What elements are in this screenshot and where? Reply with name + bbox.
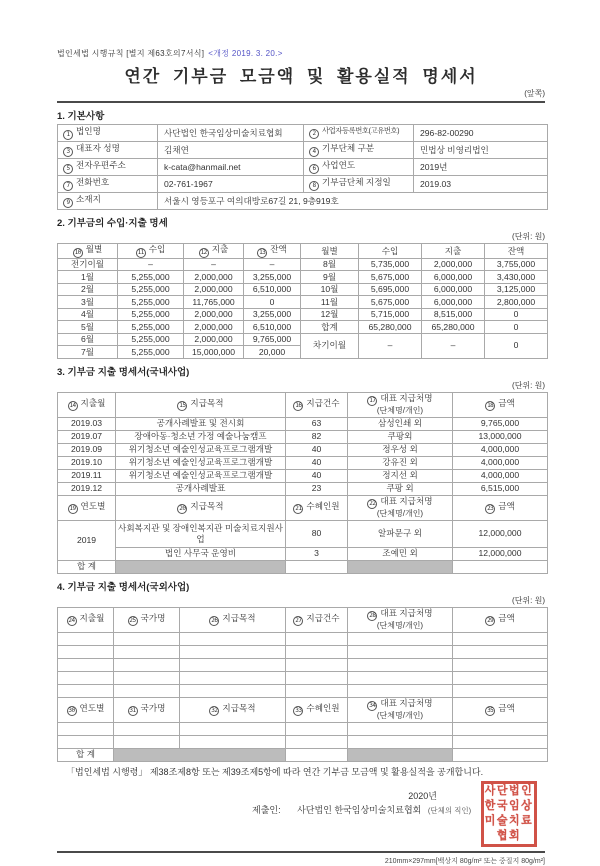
table-row	[58, 176, 548, 193]
cell: 10월	[301, 283, 359, 296]
cell: 11,765,000	[184, 296, 244, 309]
table-row	[58, 547, 548, 560]
empty-cell	[58, 658, 114, 671]
circled-number: 13	[259, 248, 266, 256]
col-header: 31 국가명	[114, 697, 180, 722]
field-value: 민법상 비영리법인	[414, 142, 548, 159]
circled-number: 11	[137, 248, 144, 256]
field-label: 3 대표자 성명	[58, 142, 158, 159]
cell: 위기청소년 예술인성교육프로그램개발	[116, 469, 286, 482]
field-label: 7 전화번호	[58, 176, 158, 193]
cell: 6,000,000	[422, 283, 485, 296]
submitter-label: 제출인:	[252, 805, 281, 816]
table-row	[58, 321, 548, 334]
cell: 5,255,000	[118, 308, 184, 321]
empty-row	[58, 658, 548, 671]
field-label: 9 소재지	[58, 193, 158, 210]
circled-number: 19	[69, 505, 76, 513]
paper-spec-note: 210mm×297mm[백상지 80g/m² 또는 중질지 80g/m²]	[384, 858, 545, 866]
empty-row	[58, 645, 548, 658]
circled-number: 4	[309, 147, 319, 157]
signature-block	[57, 781, 545, 845]
circled-number: 22	[369, 500, 376, 508]
cell: 2019.09	[58, 443, 116, 456]
circled-number: 14	[69, 402, 76, 410]
shaded-cell	[114, 748, 286, 761]
col-header: 수입	[359, 244, 422, 259]
col-header: 26 지급목적	[180, 607, 286, 632]
col-header: 월별	[301, 244, 359, 259]
empty-cell	[58, 645, 114, 658]
table-row	[58, 193, 548, 210]
col-header: 13 잔액	[244, 244, 301, 259]
cell: 3	[286, 547, 348, 560]
cell: 6,000,000	[422, 271, 485, 284]
cell: 3,430,000	[485, 271, 548, 284]
page-side-label: (앞쪽)	[524, 89, 545, 98]
empty-row	[58, 684, 548, 697]
cell: 강유진 외	[348, 456, 453, 469]
table-row	[58, 417, 548, 430]
cell: 2,000,000	[184, 271, 244, 284]
cell: 80	[286, 520, 348, 547]
table-row	[58, 443, 548, 456]
cell: 정우성 외	[348, 443, 453, 456]
overseas-expense-table	[57, 607, 548, 762]
empty-cell	[348, 658, 453, 671]
cell	[453, 748, 548, 761]
empty-cell	[286, 632, 348, 645]
col-header: 23 금액	[453, 495, 548, 520]
empty-cell	[114, 722, 180, 735]
cell: 6,515,000	[453, 482, 548, 495]
col-header: 19 연도별	[58, 495, 116, 520]
cell: 63	[286, 417, 348, 430]
col-header: 33 수혜인원	[286, 697, 348, 722]
empty-cell	[348, 684, 453, 697]
circled-number: 7	[63, 181, 73, 191]
table-row	[58, 430, 548, 443]
table-row	[58, 296, 548, 309]
table-row	[58, 159, 548, 176]
header-row	[58, 244, 548, 259]
cell: 알파문구 외	[348, 520, 453, 547]
header-row	[58, 697, 548, 722]
circled-number: 24	[68, 617, 75, 625]
cell: 13,000,000	[453, 430, 548, 443]
seal-text: 협회	[496, 830, 522, 843]
cell: 5,255,000	[118, 333, 184, 346]
cell: 65,280,000	[422, 321, 485, 334]
cell: 위기청소년 예술인성교육프로그램개발	[116, 443, 286, 456]
table-row	[58, 333, 548, 346]
cell: 5,675,000	[359, 296, 422, 309]
section2-heading: 2. 기부금의 수입·지출 명세	[57, 218, 168, 229]
unit-note: (단위: 원)	[512, 232, 545, 241]
col-header: 28 대표 지급처명 (단체명/개인)	[348, 607, 453, 632]
submission-year: 2020년	[408, 791, 437, 802]
cell: 0	[485, 321, 548, 334]
cell: 40	[286, 443, 348, 456]
table-row	[58, 482, 548, 495]
empty-cell	[180, 632, 286, 645]
cell: 12월	[301, 308, 359, 321]
col-header: 25 국가명	[114, 607, 180, 632]
empty-cell	[180, 671, 286, 684]
circled-number: 10	[74, 248, 81, 256]
circled-number: 34	[369, 702, 376, 710]
cell: 차기이월	[301, 333, 359, 358]
cell: 2,000,000	[422, 258, 485, 271]
cell: 6,510,000	[244, 283, 301, 296]
table-row	[58, 456, 548, 469]
cell: 2,000,000	[184, 283, 244, 296]
field-value: 2019.03	[414, 176, 548, 193]
cell: 법인 사무국 운영비	[116, 547, 286, 560]
empty-cell	[453, 671, 548, 684]
cell: 2019.03	[58, 417, 116, 430]
circled-number: 31	[129, 707, 136, 715]
cell: 12,000,000	[453, 520, 548, 547]
empty-cell	[348, 632, 453, 645]
cell: 5,255,000	[118, 283, 184, 296]
col-header: 17 대표 지급처명 (단체명/개인)	[348, 392, 453, 417]
empty-cell	[114, 645, 180, 658]
cell: 12,000,000	[453, 547, 548, 560]
submitter-line	[252, 803, 471, 816]
circled-number: 27	[295, 617, 302, 625]
col-header: 16 지급건수	[286, 392, 348, 417]
empty-cell	[180, 684, 286, 697]
empty-cell	[348, 735, 453, 748]
section4-heading: 4. 기부금 지출 명세서(국외사업)	[57, 581, 190, 593]
table-row	[58, 469, 548, 482]
cell: 2월	[58, 283, 118, 296]
cell: 40	[286, 456, 348, 469]
field-value: 사단법인 한국임상미술치료협회	[158, 125, 304, 142]
empty-cell	[114, 671, 180, 684]
cell: 5,255,000	[118, 321, 184, 334]
cell: 3,755,000	[485, 258, 548, 271]
cell: 1월	[58, 271, 118, 284]
empty-cell	[453, 735, 548, 748]
empty-cell	[180, 645, 286, 658]
cell: 9,765,000	[453, 417, 548, 430]
cell: 정지선 외	[348, 469, 453, 482]
cell: 합계	[301, 321, 359, 334]
cell: 20,000	[244, 346, 301, 359]
circled-number: 23	[487, 505, 494, 513]
cell: 9,765,000	[244, 333, 301, 346]
empty-cell	[453, 645, 548, 658]
cell: 위기청소년 예술인성교육프로그램개발	[116, 456, 286, 469]
cell: 3,255,000	[244, 308, 301, 321]
cell: 9월	[301, 271, 359, 284]
circled-number: 18	[487, 402, 494, 410]
cell: –	[184, 258, 244, 271]
cell: 4,000,000	[453, 456, 548, 469]
circled-number: 21	[295, 505, 302, 513]
cell: 2019.07	[58, 430, 116, 443]
total-row	[58, 560, 548, 573]
cell: 2019.12	[58, 482, 116, 495]
cell: 3,125,000	[485, 283, 548, 296]
empty-cell	[286, 735, 348, 748]
header-row	[58, 392, 548, 417]
cell: 2019.10	[58, 456, 116, 469]
form-reference-text: 법인세법 시행규칙 [별지 제63호의7서식]	[57, 49, 205, 58]
empty-cell	[286, 658, 348, 671]
empty-row	[58, 671, 548, 684]
cell: 쿠팡외	[348, 430, 453, 443]
cell: 조예민 외	[348, 547, 453, 560]
revision-note: <개정 2019. 3. 20.>	[208, 49, 283, 58]
cell: 장애아동·청소년 가정 예술나눔캠프	[116, 430, 286, 443]
total-label: 합 계	[58, 560, 116, 573]
cell: 전기이월	[58, 258, 118, 271]
circled-number: 35	[487, 707, 494, 715]
field-value: 02-761-1967	[158, 176, 304, 193]
cell: 82	[286, 430, 348, 443]
circled-number: 12	[200, 248, 207, 256]
page-title: 연간 기부금 모금액 및 활용실적 명세서	[124, 67, 478, 86]
circled-number: 9	[63, 198, 73, 208]
seal-text: 사단법인	[484, 785, 534, 798]
circled-number: 15	[179, 402, 186, 410]
basic-info-table	[57, 124, 548, 210]
cell: 23	[286, 482, 348, 495]
circled-number: 6	[309, 164, 319, 174]
table-row	[58, 258, 548, 271]
seal-text: 미술치료	[484, 815, 534, 828]
col-header: 32 지급목적	[180, 697, 286, 722]
circled-number: 2	[309, 129, 319, 139]
circled-number: 8	[309, 181, 319, 191]
empty-cell	[58, 671, 114, 684]
empty-cell	[114, 658, 180, 671]
cell: 2019	[58, 520, 116, 560]
col-header: 22 대표 지급처명 (단체명/개인)	[348, 495, 453, 520]
submitter-suffix: (단체의 직인)	[427, 806, 472, 816]
header-row	[58, 495, 548, 520]
field-label: 6 사업연도	[304, 159, 414, 176]
col-header: 35 금액	[453, 697, 548, 722]
cell: 40	[286, 469, 348, 482]
circled-number: 3	[63, 147, 73, 157]
total-label: 합 계	[58, 748, 114, 761]
col-header: 27 지급건수	[286, 607, 348, 632]
cell: 0	[244, 296, 301, 309]
circled-number: 1	[63, 130, 73, 140]
cell: 5,255,000	[118, 296, 184, 309]
field-label: 4 기부단체 구분	[304, 142, 414, 159]
field-value: 서울시 영등포구 여의대방로67길 21, 9층919호	[158, 193, 548, 210]
declaration-text: 「법인세법 시행령」 제38조제8항 또는 제39조제5항에 따라 연간 기부금 모금액 및 활용실적을 공개합니다.	[66, 766, 484, 777]
circled-number: 29	[487, 617, 494, 625]
cell	[453, 560, 548, 573]
col-header: 20 지급목적	[116, 495, 286, 520]
form-reference	[57, 48, 545, 59]
col-header: 30 연도별	[58, 697, 114, 722]
cell: –	[244, 258, 301, 271]
cell: 6,000,000	[422, 296, 485, 309]
cell: 5,715,000	[359, 308, 422, 321]
cell: 6,510,000	[244, 321, 301, 334]
empty-cell	[286, 722, 348, 735]
circled-number: 17	[369, 397, 376, 405]
donation-income-expense-table	[57, 243, 548, 359]
circled-number: 30	[68, 707, 75, 715]
cell: –	[422, 333, 485, 358]
col-header: 지출	[422, 244, 485, 259]
bottom-divider	[57, 851, 545, 853]
cell: 3월	[58, 296, 118, 309]
empty-cell	[453, 632, 548, 645]
cell: 4,000,000	[453, 469, 548, 482]
empty-cell	[58, 632, 114, 645]
circled-number: 20	[179, 505, 186, 513]
cell: 0	[485, 308, 548, 321]
cell: 0	[485, 333, 548, 358]
empty-row	[58, 722, 548, 735]
header-row	[58, 607, 548, 632]
cell: 2,000,000	[184, 333, 244, 346]
col-header: 10 월별	[58, 244, 118, 259]
cell: 쿠팡 외	[348, 482, 453, 495]
cell: 11월	[301, 296, 359, 309]
empty-cell	[286, 684, 348, 697]
circled-number: 26	[211, 617, 218, 625]
empty-cell	[114, 632, 180, 645]
cell: 4,000,000	[453, 443, 548, 456]
cell: 5,695,000	[359, 283, 422, 296]
col-header: 14 지출월	[58, 392, 116, 417]
field-value: 김채연	[158, 142, 304, 159]
cell: 2019.11	[58, 469, 116, 482]
field-label: 8 기부금단체 지정일	[304, 176, 414, 193]
cell: 15,000,000	[184, 346, 244, 359]
cell	[286, 560, 348, 573]
shaded-cell	[348, 560, 453, 573]
cell: 6월	[58, 333, 118, 346]
empty-cell	[286, 645, 348, 658]
empty-cell	[180, 722, 286, 735]
circled-number: 25	[129, 617, 136, 625]
table-row	[58, 283, 548, 296]
col-header: 29 금액	[453, 607, 548, 632]
cell: 삼성인쇄 외	[348, 417, 453, 430]
cell	[286, 748, 348, 761]
field-label: 2 사업자등록번호(고유번호)	[304, 125, 414, 142]
cell: 2,800,000	[485, 296, 548, 309]
cell: 65,280,000	[359, 321, 422, 334]
empty-cell	[286, 671, 348, 684]
field-label: 5 전자우편주소	[58, 159, 158, 176]
empty-cell	[114, 735, 180, 748]
circled-number: 32	[211, 707, 218, 715]
cell: 5,675,000	[359, 271, 422, 284]
cell: 4월	[58, 308, 118, 321]
col-header: 18 금액	[453, 392, 548, 417]
organization-seal	[481, 781, 537, 847]
cell: 5,255,000	[118, 271, 184, 284]
table-row	[58, 308, 548, 321]
cell: 8월	[301, 258, 359, 271]
shaded-cell	[116, 560, 286, 573]
col-header: 11 수입	[118, 244, 184, 259]
col-header: 21 수혜인원	[286, 495, 348, 520]
empty-cell	[58, 684, 114, 697]
section3-heading: 3. 기부금 지출 명세서(국내사업)	[57, 366, 190, 378]
table-row	[58, 125, 548, 142]
cell: 5,255,000	[118, 346, 184, 359]
empty-cell	[348, 722, 453, 735]
cell: 공개사례발표 및 전시회	[116, 417, 286, 430]
unit-note: (단위: 원)	[512, 380, 545, 390]
empty-cell	[453, 684, 548, 697]
empty-cell	[58, 735, 114, 748]
section1-heading: 1. 기본사항	[57, 111, 105, 122]
total-row	[58, 748, 548, 761]
field-value: 296-82-00290	[414, 125, 548, 142]
empty-cell	[180, 735, 286, 748]
col-header: 34 대표 지급처명 (단체명/개인)	[348, 697, 453, 722]
empty-cell	[348, 645, 453, 658]
circled-number: 28	[369, 612, 376, 620]
empty-cell	[453, 722, 548, 735]
cell: 2,000,000	[184, 321, 244, 334]
table-row	[58, 271, 548, 284]
empty-cell	[348, 671, 453, 684]
cell: 7월	[58, 346, 118, 359]
cell: 2,000,000	[184, 308, 244, 321]
circled-number: 5	[63, 164, 73, 174]
title-divider	[57, 101, 545, 103]
table-row	[58, 520, 548, 547]
cell: 3,255,000	[244, 271, 301, 284]
field-label: 1 법인명	[58, 125, 158, 142]
submitter-name: 사단법인 한국임상미술치료협회	[297, 805, 422, 816]
unit-note: (단위: 원)	[512, 595, 545, 605]
col-header: 12 지출	[184, 244, 244, 259]
cell: 5월	[58, 321, 118, 334]
circled-number: 33	[295, 707, 302, 715]
empty-cell	[453, 658, 548, 671]
col-header: 24 지출월	[58, 607, 114, 632]
col-header: 15 지급목적	[116, 392, 286, 417]
cell: 8,515,000	[422, 308, 485, 321]
field-value: 2019년	[414, 159, 548, 176]
cell: 사회복지관 및 장애인복지관 미술치료지원사업	[116, 520, 286, 547]
table-row	[58, 142, 548, 159]
cell: 공개사례발표	[116, 482, 286, 495]
shaded-cell	[348, 748, 453, 761]
domestic-expense-table	[57, 392, 548, 574]
circled-number: 16	[295, 402, 302, 410]
cell: 5,735,000	[359, 258, 422, 271]
empty-cell	[180, 658, 286, 671]
col-header: 잔액	[485, 244, 548, 259]
empty-row	[58, 632, 548, 645]
seal-text: 한국임상	[484, 800, 534, 813]
empty-cell	[114, 684, 180, 697]
empty-row	[58, 735, 548, 748]
cell: –	[359, 333, 422, 358]
field-value: k-cata@hanmail.net	[158, 159, 304, 176]
cell: –	[118, 258, 184, 271]
empty-cell	[58, 722, 114, 735]
